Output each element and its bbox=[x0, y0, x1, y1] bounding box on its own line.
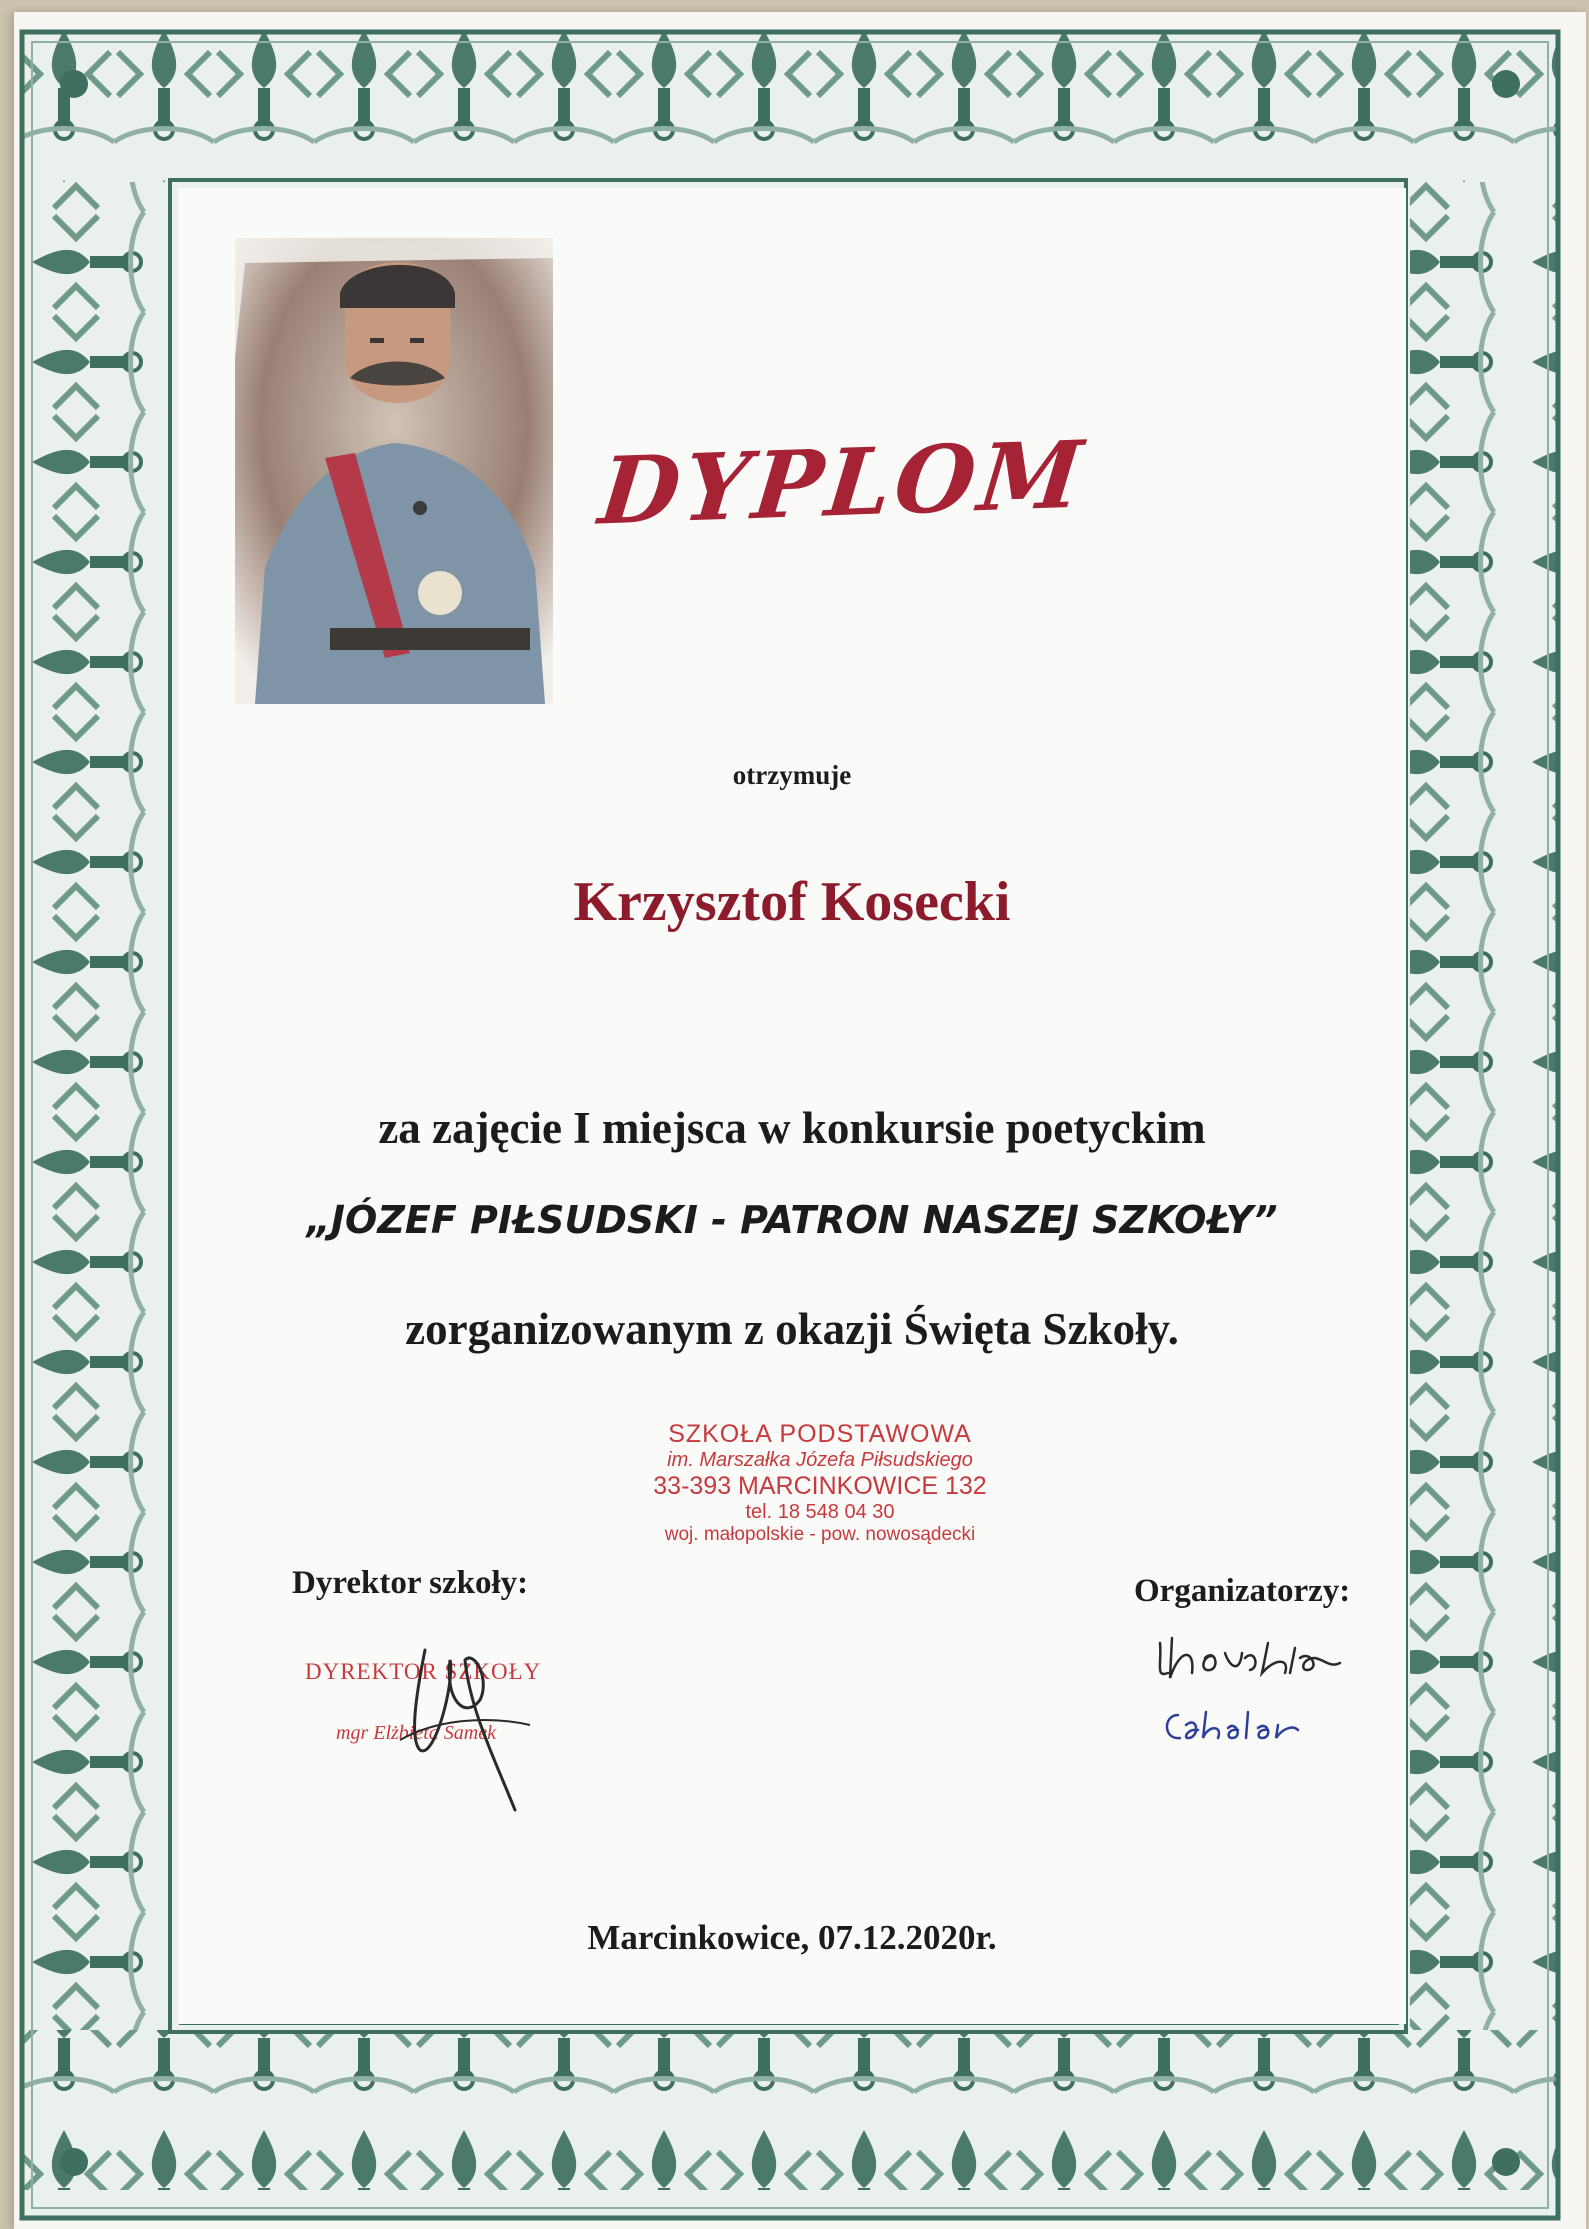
receives-text: otrzymuje bbox=[732, 760, 852, 790]
occasion-text: zorganizowanym z okazji Święta Szkoły. bbox=[405, 1304, 1179, 1354]
portrait-image bbox=[235, 238, 553, 704]
diploma-title: DYPLOM bbox=[594, 420, 1091, 546]
organizers-label: Organizatorzy: bbox=[1134, 1573, 1351, 1609]
school-stamp bbox=[620, 1420, 1020, 1546]
date-line: Marcinkowice, 07.12.2020r. bbox=[587, 1918, 997, 1957]
stamp-line-phone: tel. 18 548 04 30 bbox=[745, 1501, 895, 1523]
contest-name: „JÓZEF PIŁSUDSKI - PATRON NASZEJ SZKOŁY” bbox=[306, 1198, 1278, 1242]
recipient-name: Krzysztof Kosecki bbox=[573, 871, 1011, 933]
organizer-signature-2 bbox=[1158, 1700, 1378, 1750]
director-name-stamp: mgr Elżbieta Samek bbox=[336, 1722, 496, 1744]
director-label: Dyrektor szkoły: bbox=[292, 1565, 529, 1601]
stamp-line-region: woj. małopolskie - pow. nowosądecki bbox=[664, 1524, 976, 1545]
organizer-signature-1 bbox=[1150, 1628, 1350, 1688]
director-stamp: DYREKTOR SZKOŁY bbox=[305, 1659, 542, 1684]
achievement-text: za zajęcie I miejsca w konkursie poetyckim bbox=[378, 1103, 1206, 1153]
stamp-line-address: 33-393 MARCINKOWICE 132 bbox=[653, 1472, 987, 1500]
stamp-line-school: SZKOŁA PODSTAWOWA bbox=[668, 1420, 972, 1448]
director-signature bbox=[395, 1620, 535, 1820]
stamp-line-patron: im. Marszałka Józefa Piłsudskiego bbox=[667, 1449, 973, 1471]
